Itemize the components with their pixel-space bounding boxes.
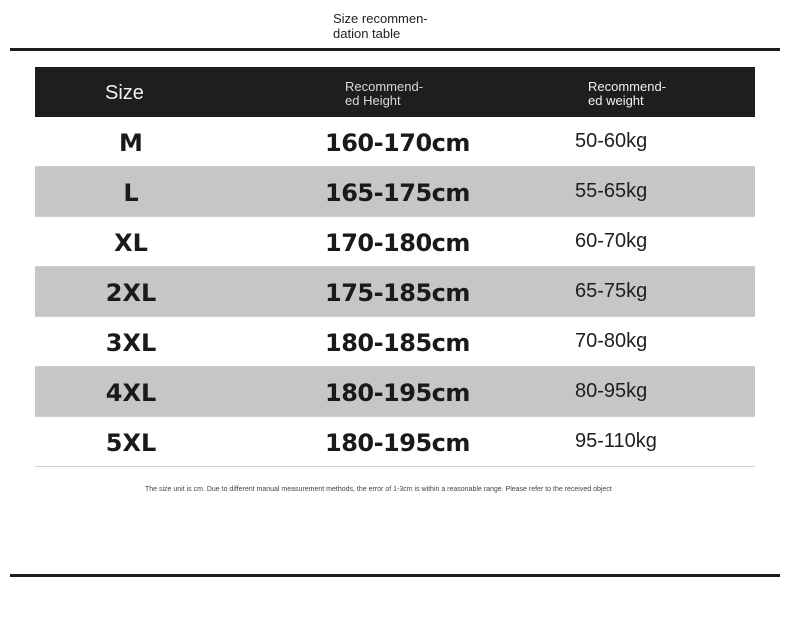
- table-header: [35, 67, 755, 117]
- size-cell: 4XL: [105, 379, 157, 407]
- size-cell: L: [123, 179, 139, 207]
- size-cell: M: [119, 129, 143, 157]
- weight-cell: 50-60kg: [575, 130, 648, 152]
- table-row: [35, 117, 755, 167]
- size-cell: XL: [114, 229, 148, 257]
- table-row: [35, 217, 755, 267]
- header-size: Size: [105, 82, 144, 104]
- weight-cell: 65-75kg: [575, 280, 648, 302]
- height-cell: 170-180cm: [325, 229, 470, 257]
- title-line-1: Size recommen-: [333, 11, 428, 26]
- height-cell: 180-195cm: [325, 379, 470, 407]
- weight-cell: 60-70kg: [575, 230, 648, 252]
- height-cell: 180-195cm: [325, 429, 470, 457]
- page-title: [333, 11, 463, 41]
- table-row: [35, 317, 755, 367]
- table-row: [35, 167, 755, 217]
- size-cell: 5XL: [105, 429, 157, 457]
- height-cell: 180-185cm: [325, 329, 470, 357]
- weight-cell: 80-95kg: [575, 380, 648, 402]
- header-weight-line-2: ed weight: [588, 93, 644, 108]
- size-cell: 3XL: [105, 329, 157, 357]
- header-height: [345, 80, 423, 108]
- top-divider: [10, 48, 780, 51]
- weight-cell: 55-65kg: [575, 180, 648, 202]
- size-cell: 2XL: [105, 279, 157, 307]
- weight-cell: 70-80kg: [575, 330, 648, 352]
- header-weight: [588, 80, 666, 108]
- table-row: [35, 267, 755, 317]
- size-table: [35, 67, 755, 467]
- title-line-2: dation table: [333, 26, 401, 41]
- table-row: [35, 417, 755, 467]
- height-cell: 175-185cm: [325, 279, 470, 307]
- bottom-divider: [10, 574, 780, 577]
- header-height-line-1: Recommend-: [345, 79, 424, 94]
- height-cell: 165-175cm: [325, 179, 470, 207]
- weight-cell: 95-110kg: [575, 430, 657, 452]
- table-row: [35, 367, 755, 417]
- header-height-line-2: ed Height: [345, 93, 401, 108]
- height-cell: 160-170cm: [325, 129, 470, 157]
- header-weight-line-1: Recommend-: [588, 79, 667, 94]
- footnote: The size unit is cm. Due to different manual measurement methods, the error of 1-3cm is within a reasonable range. Please refer to the received object: [145, 486, 612, 493]
